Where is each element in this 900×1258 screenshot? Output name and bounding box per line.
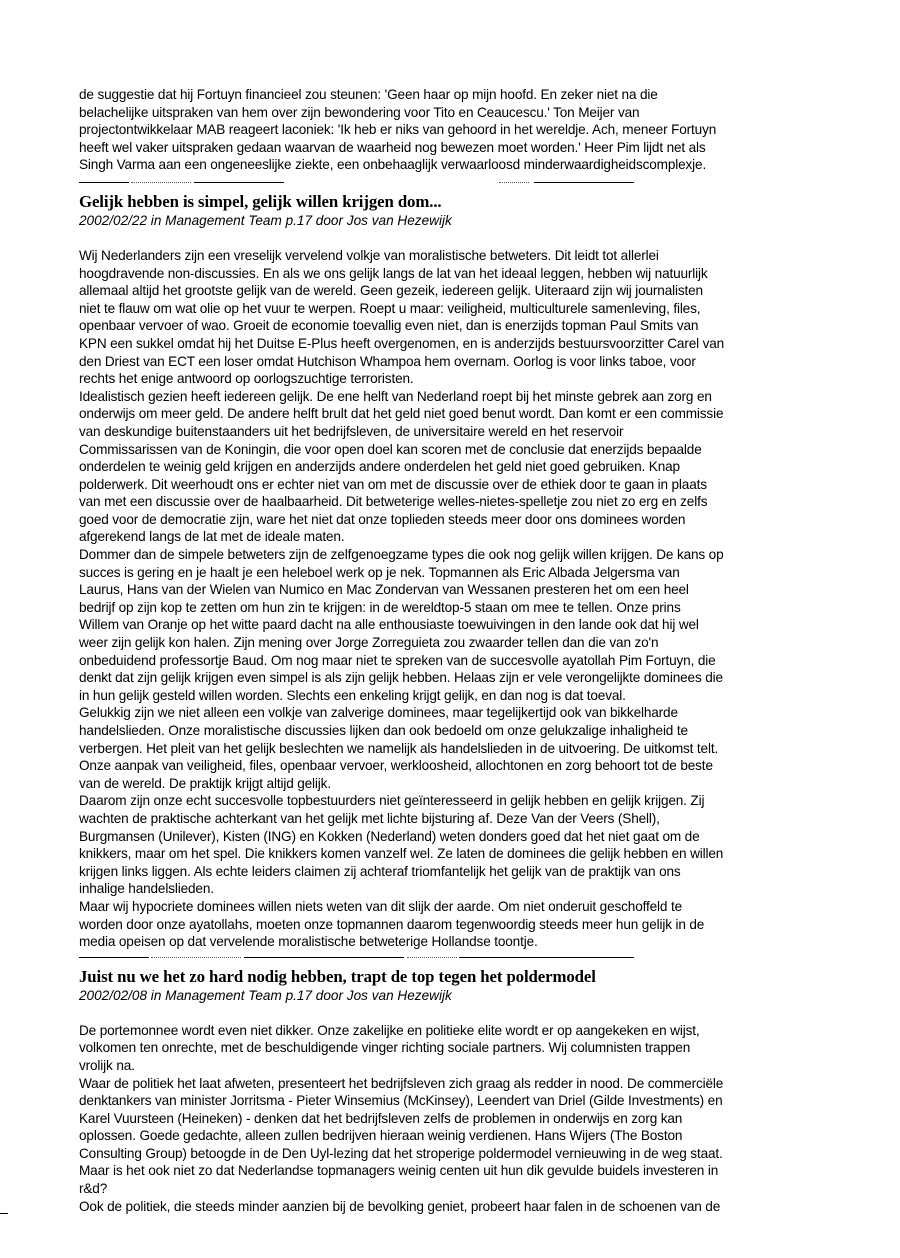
text-line: krijgen links liggen. Als echte leiders claimen zij achteraf triomfantelijk het gelijk van de praktijk van ons xyxy=(79,863,681,879)
text-line: heeft wel vaker uitspraken gedaan waarvan de waarheid nog bewezen moet worden.' Heer Pim lijdt net als xyxy=(79,139,706,155)
text-line: belachelijke uitspraken van hem over zijn bewondering voor Tito en Ceaucescu.' Ton Meijer van xyxy=(79,104,640,120)
text-line: denkt dat zijn gelijk krijgen even simpel is als zijn gelijk hebben. Helaas zijn er vele verongelijkte dominees die xyxy=(79,670,723,686)
text-line: weer zijn gelijk kon halen. Zijn mening over Jorge Zorreguieta zou zwaarder tellen dan die van zo'n xyxy=(79,635,659,651)
text-line: Laurus, Hans van der Wielen van Numico en Mac Zondervan van Wessanen presteren het om een heel xyxy=(79,582,689,598)
intro-paragraph xyxy=(79,86,839,174)
text-line: KPN een sukkel omdat hij het Duitse E-Plus heeft overgenomen, en is anderzijds bestuursvoorzitter Carel van xyxy=(79,335,725,351)
text-line: r&d? xyxy=(79,1181,108,1197)
text-line: polderwerk. Dit weerhoudt ons er echter niet van om met de discussie over de ethiek door te gaan in plaats xyxy=(79,476,707,492)
text-line: Maar wij hypocriete dominees willen niets weten van dit slijk der aarde. Om niet onderuit geschoffeld te xyxy=(79,898,682,914)
text-line: handelslieden. Onze moralistische discussies lijken dan ook bedoeld om onze gelukzalige inhaligheid te xyxy=(79,723,688,738)
text-line: de suggestie dat hij Fortuyn financieel zou steunen: 'Geen haar op mijn hoofd. En zeker niet na die xyxy=(79,87,658,102)
text-line: Burgmansen (Unilever), Kisten (ING) en Kokken (Nederland) weten donders goed dat het niet gaat om de xyxy=(79,828,700,844)
text-line: knikkers, maar om het spel. Die knikkers komen vanzelf wel. Ze laten de dominees die gelijk hebben en willen xyxy=(79,846,724,862)
text-line: in hun gelijk gesteld willen worden. Slechts een enkeling krijgt gelijk, en dan nog is dat toeval. xyxy=(79,687,626,703)
text-line: Daarom zijn onze echt succesvolle topbestuurders niet geïnteresseerd in gelijk hebben en gelijk krijgen. Zij xyxy=(79,793,705,809)
text-line: onderdelen te weinig geld krijgen en anderzijds andere onderdelen het geld niet goed gebruiken. Knap xyxy=(79,459,680,475)
article-title: Juist nu we het zo hard nodig hebben, trapt de top tegen het poldermodel xyxy=(79,966,596,986)
text-line: Onze aanpak van veiligheid, files, openbaar vervoer, werkloosheid, allochtonen en zorg behoort tot de beste xyxy=(79,758,713,774)
text-line: worden door onze ayatollahs, moeten onze topmannen daarom tegenwoordig steeds meer hun gelijk in de xyxy=(79,916,705,932)
text-line: Maar is het ook niet zo dat Nederlandse topmanagers weinig centen uit hun dik gevulde buidels investeren in xyxy=(79,1163,719,1179)
article-title: Gelijk hebben is simpel, gelijk willen krijgen dom... xyxy=(79,191,442,211)
text-line: bedrijf op zijn kop te zetten om hun zin te krijgen: in de wereldtop-5 staan om mee te tellen. Onze prins xyxy=(79,599,681,615)
text-line: openbaar vervoer of wao. Groeit de economie toevallig even niet, dan is enerzijds topman Paul Smits van xyxy=(79,318,699,334)
text-line: Dommer dan de simpele betweters zijn de zelfgenoegzame types die ook nog gelijk willen krijgen. De kans op xyxy=(79,547,724,563)
article-body xyxy=(79,247,839,951)
section-divider xyxy=(79,953,839,963)
text-line: allemaal altijd het grootste gelijk van de wereld. Geen gezeik, iedereen gelijk. Uiteraard zijn wij journalisten xyxy=(79,283,703,299)
text-line: De portemonnee wordt even niet dikker. Onze zakelijke en politieke elite wordt er op aangekeken en wijst, xyxy=(79,1022,700,1038)
text-line: media opeisen op dat vervelende moralistische betweterige Hollandse toontje. xyxy=(79,934,538,950)
article-body xyxy=(79,1022,839,1216)
text-line: onbeduidend professortje Baud. Om nog maar niet te spreken van de succesvolle ayatollah Pim Fortuyn, die xyxy=(79,652,716,668)
text-line: Singh Varma aan een ongeneeslijke ziekte, een onbehaaglijk verwaarloosd minderwaardigheidscomplexje. xyxy=(79,157,707,173)
article-1 xyxy=(79,192,839,951)
text-line: den Driest van ECT een loser omdat Hutchison Whampoa hem overnam. Oorlog is voor links taboe, voor xyxy=(79,353,696,369)
text-line: succes is gering en je haalt je een heleboel werk op je nek. Topmannen als Eric Albada Jelgersma van xyxy=(79,564,680,580)
text-line: van de wereld. De praktijk krijgt altijd gelijk. xyxy=(79,775,331,791)
article-2 xyxy=(79,967,839,1216)
text-line: goed voor de democratie zijn, ware het niet dat onze toplieden steeds meer door ons dominees worden xyxy=(79,511,686,527)
margin-mark xyxy=(0,1213,8,1214)
text-line: denktankers van minister Jorritsma - Pieter Winsemius (McKinsey), Leendert van Driel (Gilde Investments) en xyxy=(79,1093,723,1109)
text-line: van met een discussie over de haalbaarheid. Dit betweterige welles-nietes-spelletje zou niet zo erg en zelfs xyxy=(79,494,708,510)
text-line: niet te flauw om wat olie op het vuur te werpen. Roept u maar: veiligheid, multiculturele samenleving, files, xyxy=(79,300,701,316)
text-line: Willem van Oranje op het witte paard dacht na alle enthousiaste toewuivingen in den lande ook dat hij wel xyxy=(79,617,699,633)
text-line: afgerekend langs de lat met de ideale maten. xyxy=(79,529,345,545)
text-line: Commissarissen van de Koningin, die voor open doel kan scoren met de conclusie dat enerzijds bepaalde xyxy=(79,441,702,457)
text-line: Wij Nederlanders zijn een vreselijk vervelend volkje van moralistische betweters. Dit leidt tot allerlei xyxy=(79,247,659,263)
text-line: Idealistisch gezien heeft iedereen gelijk. De ene helft van Nederland roept bij het minste gebrek aan zorg en xyxy=(79,388,712,404)
text-line: oplossen. Goede gedachte, alleen zullen bedrijven hieraan weinig verdienen. Hans Wijers (The Boston xyxy=(79,1128,683,1144)
article-meta: 2002/02/22 in Management Team p.17 door Jos van Hezewijk xyxy=(79,212,452,228)
article-meta: 2002/02/08 in Management Team p.17 door Jos van Hezewijk xyxy=(79,987,452,1003)
section-divider xyxy=(79,178,839,188)
text-line: hoogdravende non-discussies. En als we ons gelijk langs de lat van het ideaal leggen, hebben wij natuurlijk xyxy=(79,265,708,281)
text-line: Consulting Group) betoogde in de Den Uyl-lezing dat het stroperige poldermodel vernieuwing in de weg staat. xyxy=(79,1145,723,1161)
text-line: Ook de politiek, die steeds minder aanzien bij de bevolking geniet, probeert haar falen in de schoenen van de xyxy=(79,1198,721,1214)
text-line: rechts het enige antwoord op oorlogszuchtige terroristen. xyxy=(79,371,414,387)
text-line: van deskundige buitenstaanders uit het bedrijfsleven, de universitaire wereld en het reservoir xyxy=(79,423,624,439)
text-line: onderwijs om meer geld. De andere helft brult dat het geld niet goed benut wordt. Dan komt er een commissie xyxy=(79,406,724,422)
text-line: volkomen ten onrechte, met de beschuldigende vinger richting sociale partners. Wij columnisten trappen xyxy=(79,1040,691,1056)
text-line: Karel Vuursteen (Heineken) - denken dat het bedrijfsleven zelfs de problemen in onderwijs en zorg kan xyxy=(79,1110,683,1126)
text-line: wachten de praktische achterkant van het gelijk met lichte bijsturing af. Deze Van der Veers (Shell), xyxy=(79,810,660,826)
text-line: Gelukkig zijn we niet alleen een volkje van zalverige dominees, maar tegelijkertijd ook van bikkelharde xyxy=(79,705,678,721)
text-line: verbergen. Het pleit van het gelijk beslechten we namelijk als handelslieden in de uitvoering. De uitkomst telt. xyxy=(79,740,719,756)
text-line: vrolijk na. xyxy=(79,1057,135,1073)
text-line: Waar de politiek het laat afweten, presenteert het bedrijfsleven zich graag als redder in nood. De commerciële xyxy=(79,1075,724,1091)
document-page xyxy=(79,86,839,1215)
text-line: inhalige handelslieden. xyxy=(79,881,214,897)
text-line: projectontwikkelaar MAB reageert laconiek: 'Ik heb er niks van gehoord in het wereldje. Ach, meneer Fortuyn xyxy=(79,122,717,138)
